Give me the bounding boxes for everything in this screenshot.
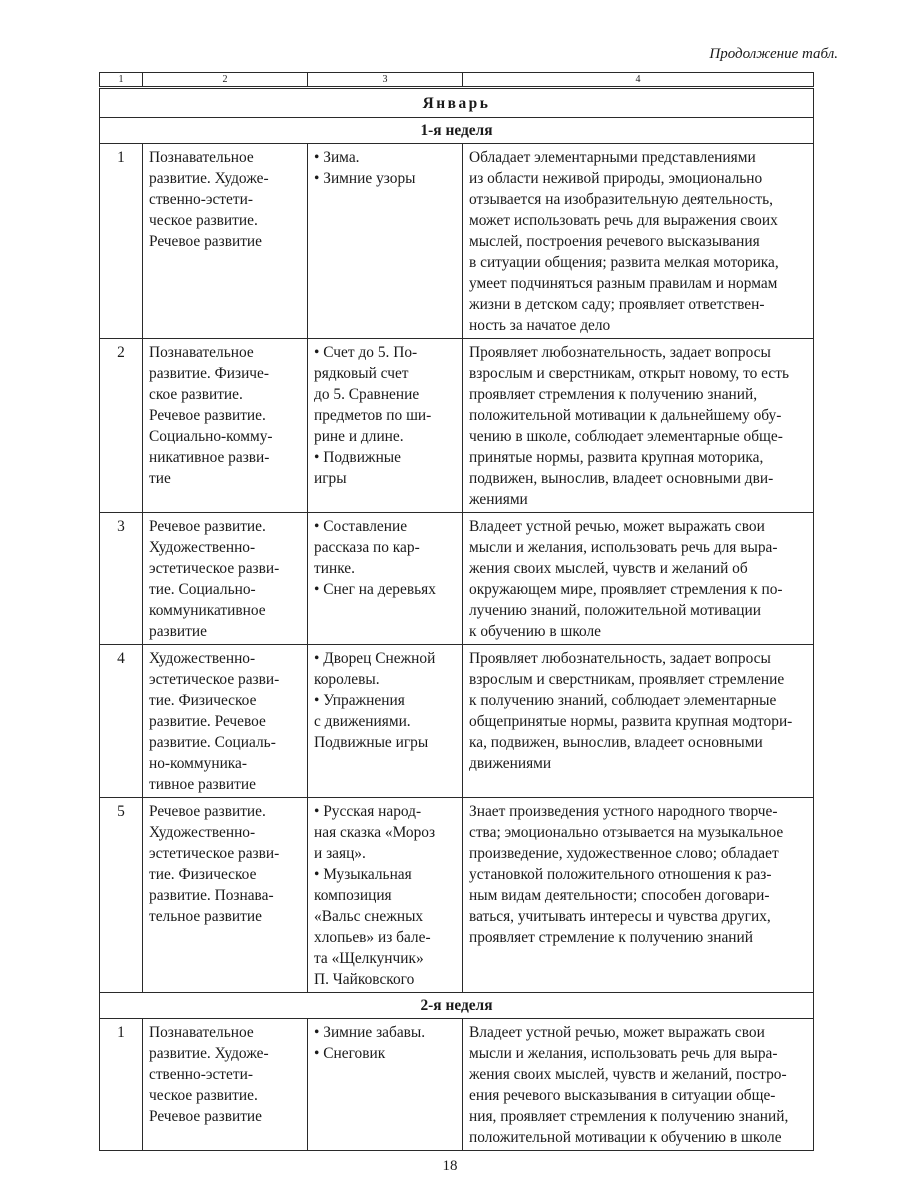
topics-cell — [308, 513, 463, 645]
month-title: Январь — [100, 88, 814, 118]
topic-line: рядковый счет — [314, 365, 409, 382]
topic-line: • Составление — [314, 518, 408, 535]
outcome-cell — [463, 645, 814, 798]
month-row — [100, 88, 814, 118]
outcome-line: установкой положительного отношения к раз- — [469, 866, 772, 883]
development-area-line: Речевое развитие. — [149, 803, 266, 820]
outcome-cell — [463, 144, 814, 339]
table-row — [100, 645, 814, 798]
row-number: 5 — [100, 798, 143, 993]
week-header-row — [100, 118, 814, 144]
development-area-line: Познавательное — [149, 344, 254, 361]
column-number: 4 — [463, 73, 814, 88]
table-row — [100, 513, 814, 645]
topic-item — [314, 801, 456, 864]
topic-line: • Зимние узоры — [314, 170, 416, 187]
topic-line: • Музыкальная — [314, 866, 412, 883]
table-row — [100, 339, 814, 513]
week-header-row — [100, 993, 814, 1019]
outcome-line: проявляет стремление к получению знаний — [469, 929, 753, 946]
outcome-line: положительной мотивации к дальнейшему обу- — [469, 407, 782, 424]
topic-line: и заяц». — [314, 845, 366, 862]
topic-line: • Русская народ- — [314, 803, 422, 820]
row-number: 4 — [100, 645, 143, 798]
development-area-line: развитие. Физиче- — [149, 365, 270, 382]
topic-item — [314, 648, 456, 690]
topic-line: игры — [314, 470, 347, 487]
topics-cell — [308, 645, 463, 798]
outcome-cell — [463, 339, 814, 513]
development-area-line: ческое развитие. — [149, 1087, 258, 1104]
topics-cell — [308, 1019, 463, 1151]
outcome-line: окружающем мире, проявляет стремления к по- — [469, 581, 783, 598]
development-area-line: эстетическое разви- — [149, 671, 280, 688]
outcome-line: Владеет устной речью, может выражать свои — [469, 518, 765, 535]
page-number: 18 — [442, 1158, 458, 1174]
development-area-line: развитие. Социаль- — [149, 734, 276, 751]
column-number-row — [100, 73, 814, 88]
development-areas-cell — [143, 798, 308, 993]
topic-line: • Зимние забавы. — [314, 1024, 426, 1041]
outcome-line: Знает произведения устного народного творче- — [469, 803, 778, 820]
development-area-line: ческое развитие. — [149, 212, 258, 229]
outcome-line: движениями — [469, 755, 552, 772]
row-number: 3 — [100, 513, 143, 645]
outcome-cell — [463, 798, 814, 993]
outcome-line: жизни в детском саду; проявляет ответствен- — [469, 296, 765, 313]
development-area-line: Художественно- — [149, 824, 256, 841]
outcome-line: к обучению в школе — [469, 623, 602, 640]
development-area-line: Познавательное — [149, 1024, 254, 1041]
development-areas-cell — [143, 339, 308, 513]
development-area-line: тие. Физическое — [149, 692, 257, 709]
outcome-line: ваться, учитывать интересы и чувства других, — [469, 908, 771, 925]
topic-line: • Снег на деревьях — [314, 581, 436, 598]
topic-item — [314, 168, 456, 189]
outcome-line: мысли и желания, использовать речь для выра- — [469, 539, 778, 556]
outcome-line: подвижен, вынослив, владеет основными дви- — [469, 470, 774, 487]
outcome-line: ным видам деятельности; способен договари- — [469, 887, 770, 904]
development-areas-cell — [143, 1019, 308, 1151]
table-row — [100, 144, 814, 339]
topic-line: • Дворец Снежной — [314, 650, 436, 667]
development-area-line: Речевое развитие — [149, 233, 263, 250]
topics-cell — [308, 798, 463, 993]
topic-line: предметов по ши- — [314, 407, 432, 424]
development-area-line: тие. Физическое — [149, 866, 257, 883]
topic-line: «Вальс снежных — [314, 908, 424, 925]
outcome-line: ства; эмоционально отзывается на музыкальное — [469, 824, 784, 841]
outcome-line: жениями — [469, 491, 528, 508]
development-area-line: тельное развитие — [149, 908, 262, 925]
outcome-line: ность за начатое дело — [469, 317, 611, 334]
topic-line: рассказа по кар- — [314, 539, 420, 556]
row-number: 2 — [100, 339, 143, 513]
topic-item — [314, 516, 456, 579]
topic-item — [314, 147, 456, 168]
topic-item — [314, 864, 456, 990]
column-number: 1 — [100, 73, 143, 88]
outcome-cell — [463, 1019, 814, 1151]
outcome-line: Владеет устной речью, может выражать свои — [469, 1024, 765, 1041]
outcome-line: Проявляет любознательность, задает вопросы — [469, 650, 771, 667]
development-areas-cell — [143, 645, 308, 798]
topic-line: королевы. — [314, 671, 380, 688]
outcome-line: общепринятые нормы, развита крупная модтори- — [469, 713, 793, 730]
outcome-line: из области неживой природы, эмоционально — [469, 170, 763, 187]
row-number: 1 — [100, 1019, 143, 1151]
outcome-line: ния, проявляет стремления к получению знаний, — [469, 1108, 789, 1125]
topic-item — [314, 447, 456, 489]
development-area-line: Речевое развитие — [149, 1108, 263, 1125]
development-area-line: развитие. Речевое — [149, 713, 266, 730]
topic-item — [314, 579, 456, 600]
week-title: 2-я неделя — [100, 993, 814, 1019]
development-area-line: тивное развитие — [149, 776, 256, 793]
row-number: 1 — [100, 144, 143, 339]
development-area-line: ственно-эстети- — [149, 1066, 253, 1083]
week-title: 1-я неделя — [100, 118, 814, 144]
outcome-line: принятые нормы, развита крупная моторика, — [469, 449, 764, 466]
development-area-line: эстетическое разви- — [149, 845, 280, 862]
lesson-plan-table — [99, 72, 814, 1151]
topic-line: Подвижные игры — [314, 734, 429, 751]
outcome-line: жения своих мыслей, чувств и желаний об — [469, 560, 748, 577]
development-area-line: эстетическое разви- — [149, 560, 280, 577]
development-areas-cell — [143, 144, 308, 339]
development-area-line: ское развитие. — [149, 386, 243, 403]
development-area-line: коммуникативное — [149, 602, 266, 619]
topic-item — [314, 1043, 456, 1064]
topic-line: • Подвижные — [314, 449, 401, 466]
continuation-label: Продолжение табл. — [709, 46, 838, 62]
outcome-line: мысли и желания, использовать речь для выра- — [469, 1045, 778, 1062]
development-area-line: Познавательное — [149, 149, 254, 166]
development-area-line: но-коммуника- — [149, 755, 248, 772]
development-area-line: ственно-эстети- — [149, 191, 253, 208]
outcome-line: взрослым и сверстникам, проявляет стремление — [469, 671, 785, 688]
development-area-line: Речевое развитие. — [149, 407, 266, 424]
topic-item — [314, 342, 456, 447]
topic-line: та «Щелкунчик» — [314, 950, 424, 967]
outcome-line: взрослым и сверстникам, открыт новому, то есть — [469, 365, 789, 382]
outcome-line: чению в школе, соблюдает элементарные обще- — [469, 428, 783, 445]
topics-cell — [308, 144, 463, 339]
outcome-line: Обладает элементарными представлениями — [469, 149, 756, 166]
development-area-line: Социально-комму- — [149, 428, 273, 445]
column-number: 3 — [308, 73, 463, 88]
outcome-line: ка, подвижен, вынослив, владеет основными — [469, 734, 763, 751]
outcome-line: в ситуации общения; развита мелкая моторика, — [469, 254, 779, 271]
topic-line: с движениями. — [314, 713, 411, 730]
outcome-line: лучению знаний, положительной мотивации — [469, 602, 761, 619]
table-row — [100, 798, 814, 993]
outcome-line: отзывается на изобразительную деятельность, — [469, 191, 774, 208]
topic-line: ная сказка «Мороз — [314, 824, 436, 841]
development-area-line: Художественно- — [149, 539, 256, 556]
development-area-line: Художественно- — [149, 650, 256, 667]
outcome-line: может использовать речь для выражения своих — [469, 212, 778, 229]
development-area-line: тие — [149, 470, 171, 487]
topic-line: рине и длине. — [314, 428, 404, 445]
development-area-line: тие. Социально- — [149, 581, 256, 598]
outcome-line: умеет подчиняться разным правилам и нормам — [469, 275, 778, 292]
table-row — [100, 1019, 814, 1151]
outcome-line: Проявляет любознательность, задает вопросы — [469, 344, 771, 361]
topic-line: • Счет до 5. По- — [314, 344, 418, 361]
topic-item — [314, 1022, 456, 1043]
development-area-line: развитие. Познава- — [149, 887, 274, 904]
topic-line: хлопьев» из бале- — [314, 929, 431, 946]
column-number: 2 — [143, 73, 308, 88]
development-area-line: развитие — [149, 623, 207, 640]
outcome-line: жения своих мыслей, чувств и желаний, постро- — [469, 1066, 787, 1083]
topic-line: композиция — [314, 887, 392, 904]
topic-line: • Упражнения — [314, 692, 405, 709]
development-area-line: развитие. Художе- — [149, 1045, 269, 1062]
development-area-line: Речевое развитие. — [149, 518, 266, 535]
outcome-line: мыслей, построения речевого высказывания — [469, 233, 760, 250]
outcome-line: положительной мотивации к обучению в школе — [469, 1129, 782, 1146]
development-area-line: никативное разви- — [149, 449, 270, 466]
topic-line: до 5. Сравнение — [314, 386, 420, 403]
outcome-line: ения речевого высказывания в ситуации обще- — [469, 1087, 776, 1104]
topic-line: • Зима. — [314, 149, 360, 166]
topic-line: П. Чайковского — [314, 971, 415, 988]
outcome-line: проявляет стремления к получению знаний, — [469, 386, 758, 403]
development-areas-cell — [143, 513, 308, 645]
topics-cell — [308, 339, 463, 513]
topic-line: • Снеговик — [314, 1045, 386, 1062]
outcome-line: к получению знаний, соблюдает элементарные — [469, 692, 777, 709]
topic-item — [314, 690, 456, 753]
development-area-line: развитие. Художе- — [149, 170, 269, 187]
outcome-line: произведение, художественное слово; обладает — [469, 845, 779, 862]
topic-line: тинке. — [314, 560, 355, 577]
outcome-cell — [463, 513, 814, 645]
